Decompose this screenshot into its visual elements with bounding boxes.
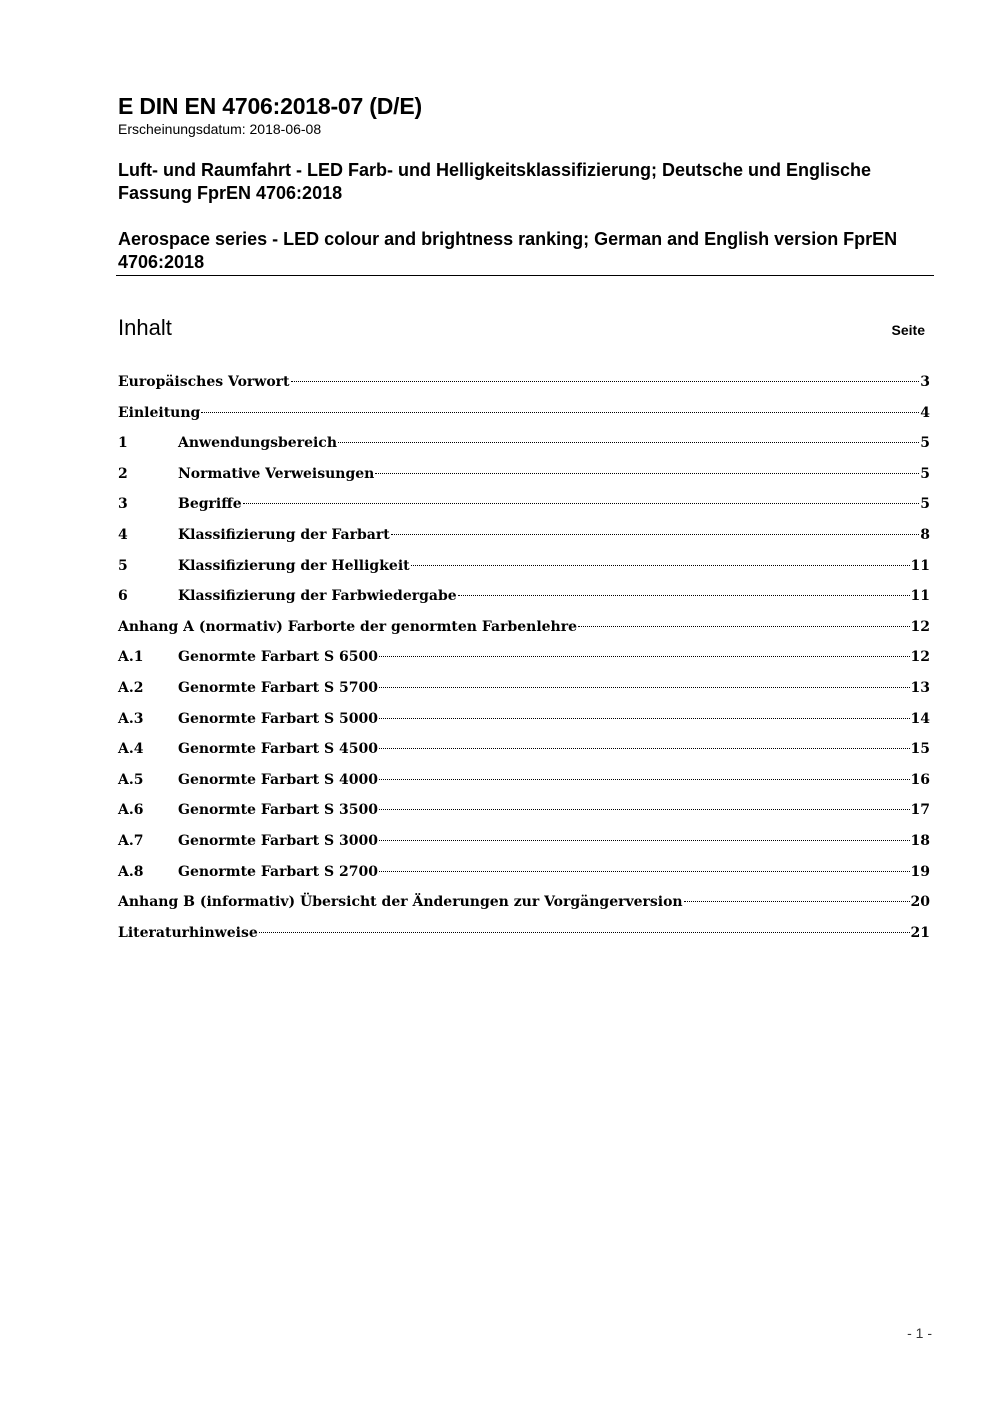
toc-entry-title: Genormte Farbart S 3000 — [178, 832, 378, 849]
toc-entry-page: 5 — [920, 465, 930, 482]
toc-entry-page: 12 — [910, 618, 930, 635]
toc-entry-title: Klassifizierung der Farbart — [178, 526, 390, 543]
toc-entry[interactable] — [118, 615, 930, 646]
toc-entry[interactable] — [118, 584, 930, 615]
toc-entry-title: Europäisches Vorwort — [118, 374, 290, 390]
toc-entry-title: Anhang B (informativ) Übersicht der Änderungen zur Vorgängerversion — [118, 894, 683, 911]
toc-entry-number: A.1 — [118, 649, 144, 666]
toc-entry[interactable] — [118, 829, 930, 860]
toc-dot-leader — [391, 534, 920, 535]
toc-entry[interactable] — [118, 401, 930, 432]
toc-entry-title: Anhang A (normativ) Farborte der genormten Farbenlehre — [118, 618, 578, 635]
toc-entry-page: 14 — [910, 710, 930, 727]
toc-entry-title: Genormte Farbart S 2700 — [178, 863, 378, 880]
toc-entry-page: 5 — [920, 435, 930, 452]
toc-entry-number: A.4 — [118, 741, 144, 758]
toc-entry-title: Genormte Farbart S 5700 — [178, 679, 378, 696]
toc-entry-number: A.5 — [118, 771, 144, 788]
toc-entry[interactable] — [118, 860, 930, 891]
toc-entry-title: Klassifizierung der Helligkeit — [178, 557, 410, 574]
toc-entry[interactable] — [118, 798, 930, 829]
toc-entry-page: 5 — [920, 496, 930, 513]
toc-entry[interactable] — [118, 890, 930, 921]
toc-entry[interactable] — [118, 431, 930, 462]
toc-dot-leader — [379, 748, 910, 749]
toc-entry-title: Einleitung — [118, 404, 201, 421]
toc-dot-leader — [338, 442, 919, 443]
toc-dot-leader — [259, 932, 910, 933]
toc-entry-title: Begriffe — [178, 496, 242, 513]
toc-entry-page: 20 — [910, 894, 930, 911]
toc-entry-page: 17 — [910, 802, 930, 819]
toc-dot-leader — [379, 840, 910, 841]
toc-dot-leader — [379, 656, 910, 657]
toc-entry-title: Literaturhinweise — [118, 924, 258, 941]
toc-entry[interactable] — [118, 645, 930, 676]
toc-entry-title: Genormte Farbart S 6500 — [178, 649, 378, 666]
toc-entry[interactable] — [118, 921, 930, 952]
toc-entry-title: Genormte Farbart S 4000 — [178, 771, 378, 788]
toc-dot-leader — [411, 565, 910, 566]
toc-entry-title: Genormte Farbart S 3500 — [178, 802, 378, 819]
toc-dot-leader — [379, 687, 910, 688]
toc-dot-leader — [379, 871, 910, 872]
table-of-contents — [118, 370, 930, 951]
toc-entry-title: Genormte Farbart S 5000 — [178, 710, 378, 727]
toc-entry-number: 4 — [118, 526, 128, 543]
title-german: Luft- und Raumfahrt - LED Farb- und Helligkeitsklassifizierung; Deutsche und Englische Fassung FprEN 4706:2018 — [118, 160, 872, 203]
toc-dot-leader — [379, 779, 910, 780]
toc-dot-leader — [379, 718, 910, 719]
toc-dot-leader — [684, 901, 910, 902]
toc-dot-leader — [578, 626, 909, 627]
toc-entry-number: 2 — [118, 465, 128, 482]
toc-dot-leader — [291, 381, 920, 382]
toc-dot-leader — [458, 595, 910, 596]
toc-entry[interactable] — [118, 554, 930, 585]
toc-entry-page: 13 — [910, 679, 930, 696]
toc-entry-page: 3 — [920, 374, 930, 390]
toc-entry-number: 1 — [118, 435, 128, 452]
toc-entry-page: 11 — [910, 588, 930, 605]
toc-entry-page: 16 — [910, 771, 930, 788]
document-header — [118, 92, 930, 138]
toc-entry-number: A.7 — [118, 832, 144, 849]
toc-dot-leader — [375, 473, 919, 474]
toc-entry-page: 4 — [920, 404, 930, 421]
toc-entry-title: Anwendungsbereich — [178, 435, 337, 452]
toc-entry-page: 12 — [910, 649, 930, 666]
header-divider — [116, 275, 934, 276]
toc-entry-number: 6 — [118, 588, 128, 605]
document-id: E DIN EN 4706:2018-07 (D/E) — [118, 93, 422, 119]
toc-entry-number: 3 — [118, 496, 128, 513]
toc-entry-page: 8 — [920, 526, 930, 543]
toc-entry[interactable] — [118, 737, 930, 768]
toc-entry[interactable] — [118, 492, 930, 523]
toc-entry-number: A.8 — [118, 863, 144, 880]
toc-entry[interactable] — [118, 707, 930, 738]
toc-entry-page: 21 — [910, 924, 930, 941]
toc-entry-title: Genormte Farbart S 4500 — [178, 741, 378, 758]
toc-entry-title: Klassifizierung der Farbwiedergabe — [178, 588, 457, 605]
toc-dot-leader — [243, 503, 920, 504]
toc-dot-leader — [201, 412, 919, 413]
toc-entry-title: Normative Verweisungen — [178, 465, 375, 482]
toc-page-label: Seite — [891, 322, 925, 338]
toc-entry[interactable] — [118, 676, 930, 707]
toc-entry[interactable] — [118, 370, 930, 401]
publication-date: Erscheinungsdatum: 2018-06-08 — [118, 121, 322, 137]
toc-entry[interactable] — [118, 768, 930, 799]
toc-entry-number: A.2 — [118, 679, 144, 696]
toc-entry[interactable] — [118, 523, 930, 554]
toc-dot-leader — [379, 809, 910, 810]
toc-entry-number: A.3 — [118, 710, 144, 727]
toc-entry-page: 11 — [910, 557, 930, 574]
toc-entry-number: A.6 — [118, 802, 144, 819]
toc-entry-page: 18 — [910, 832, 930, 849]
page-number: - 1 - — [907, 1325, 932, 1341]
toc-entry-page: 15 — [910, 741, 930, 758]
title-english: Aerospace series - LED colour and brightness ranking; German and English version FprEN 4706:2018 — [118, 229, 898, 272]
toc-entry[interactable] — [118, 462, 930, 493]
toc-entry-page: 19 — [910, 863, 930, 880]
toc-entry-number: 5 — [118, 557, 128, 574]
toc-heading: Inhalt — [118, 315, 172, 340]
